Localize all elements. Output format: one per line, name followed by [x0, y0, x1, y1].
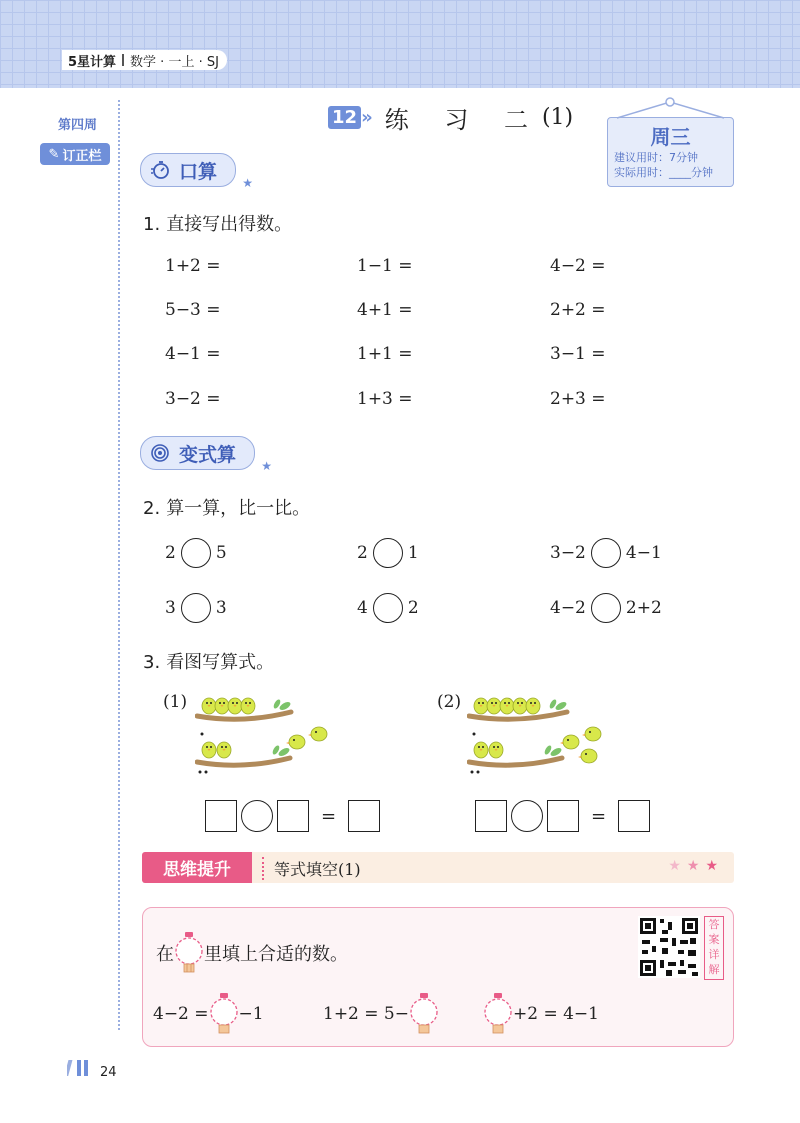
correction-tag: [40, 143, 110, 165]
stopwatch-icon: [150, 160, 170, 180]
header-band: [0, 0, 800, 88]
star-icon: ★: [668, 858, 687, 874]
lantern-blank[interactable]: [209, 992, 239, 1036]
birds-picture-2: [467, 690, 617, 780]
compare-item: [357, 538, 419, 568]
q1-cell: 1−1 =: [357, 256, 413, 276]
target-icon: [150, 443, 170, 463]
compare-left: 2: [165, 543, 176, 563]
question-number: 2.: [143, 498, 161, 519]
equation-row-2: [475, 800, 650, 832]
bird: [217, 742, 231, 758]
lesson-number: 12: [328, 106, 361, 129]
question-prompt: 直接写出得数。: [166, 214, 293, 235]
compare-right: 2: [407, 598, 419, 618]
compare-right: 3: [215, 598, 227, 618]
question-number: 3.: [143, 652, 161, 673]
section-variant-tag: [140, 436, 273, 473]
flying-bird: [560, 735, 579, 749]
lesson-part: (1): [541, 105, 574, 130]
suggested-time: 建议用时：7分钟: [614, 151, 698, 164]
qr-label: 答案详解: [704, 916, 724, 980]
dot-marker: [201, 733, 204, 736]
star-icon: ★: [686, 858, 706, 874]
flying-bird: [286, 735, 305, 749]
star-icon: ★: [261, 459, 273, 473]
thinking-bar: [142, 852, 734, 883]
compare-circle[interactable]: [181, 593, 211, 623]
margin-line: [118, 100, 120, 1030]
brand-name: 5星计算: [68, 54, 117, 70]
bird: [228, 698, 242, 714]
fill-after: +2 = 4−1: [513, 1004, 599, 1024]
bird: [474, 742, 488, 758]
compare-left: 3: [165, 598, 176, 618]
bird: [500, 698, 514, 714]
question-2: [143, 494, 310, 520]
branch: [469, 758, 562, 765]
dot-marker: [473, 733, 476, 736]
bird: [474, 698, 488, 714]
flying-bird: [582, 727, 601, 741]
difficulty-stars: [668, 858, 724, 874]
lantern-blank[interactable]: [483, 992, 513, 1036]
star-icon: ★: [242, 176, 254, 190]
q1-cell: 5−3 =: [165, 300, 221, 320]
week-label: 第四周: [58, 118, 98, 133]
compare-item: [550, 538, 662, 568]
compare-circle[interactable]: [591, 538, 621, 568]
branch: [197, 758, 290, 765]
question-1: [143, 210, 292, 236]
instruction-before: 在: [156, 944, 174, 965]
thinking-subtitle: 等式填空(1): [262, 857, 361, 880]
compare-right: 4−1: [625, 543, 662, 563]
compare-item: [550, 593, 662, 623]
fill-before: 1+2 = 5−: [323, 1004, 409, 1024]
series-tag: [62, 50, 227, 70]
compare-item: [357, 593, 419, 623]
dot-marker: [205, 771, 208, 774]
lantern-blank[interactable]: [409, 992, 439, 1036]
compare-circle[interactable]: [373, 593, 403, 623]
compare-left: 2: [357, 543, 368, 563]
fill-item: [323, 992, 439, 1036]
page-number: 24: [100, 1065, 117, 1080]
book-subtitle: 数学 · 一上 · SJ: [130, 54, 219, 70]
pencil-icon: ✎: [48, 146, 60, 162]
q1-cell: 3−2 =: [165, 389, 221, 409]
q1-cell: 4−2 =: [550, 256, 606, 276]
correction-label: 订正栏: [62, 148, 102, 164]
section-variant-label: 变式算: [179, 443, 237, 466]
bird: [526, 698, 540, 714]
answer-box[interactable]: [205, 800, 237, 832]
fill-after: −1: [238, 1004, 264, 1024]
dot-marker: [199, 771, 202, 774]
double-chevron-icon: »: [361, 107, 373, 128]
flying-bird: [578, 749, 597, 763]
compare-right: 2+2: [625, 598, 662, 618]
q1-cell: 1+3 =: [357, 389, 413, 409]
bird: [202, 742, 216, 758]
thinking-tag: 思维提升: [142, 852, 252, 883]
thinking-box: [142, 907, 734, 1047]
q1-cell: 3−1 =: [550, 344, 606, 364]
question-number: 1.: [143, 214, 161, 235]
question-prompt: 看图写算式。: [166, 652, 275, 673]
q1-cell: 4−1 =: [165, 344, 221, 364]
instruction-after: 里填上合适的数。: [204, 944, 348, 965]
section-oral-tag: [140, 153, 254, 190]
equals-sign: =: [321, 805, 337, 827]
bird: [513, 698, 527, 714]
fill-item: [483, 992, 599, 1036]
day-name: 周三: [650, 125, 691, 149]
q1-cell: 1+1 =: [357, 344, 413, 364]
compare-item: [165, 593, 227, 623]
answer-box[interactable]: [618, 800, 650, 832]
dot-marker: [471, 771, 474, 774]
operator-circle[interactable]: [241, 800, 273, 832]
fill-before: 4−2 =: [153, 1004, 209, 1024]
answer-box[interactable]: [475, 800, 507, 832]
page-mark-icon: [67, 1058, 97, 1078]
question-prompt: 算一算，比一比。: [166, 498, 311, 519]
actual-time: 实际用时：____分钟: [614, 166, 713, 179]
dot-marker: [477, 771, 480, 774]
compare-circle[interactable]: [181, 538, 211, 568]
bird: [215, 698, 229, 714]
compare-right: 5: [215, 543, 227, 563]
lesson-title: [328, 100, 573, 135]
card-hanger-icon: [607, 96, 734, 120]
separator: [122, 54, 124, 66]
q1-cell: 2+3 =: [550, 389, 606, 409]
bird: [489, 742, 503, 758]
q1-cell: 1+2 =: [165, 256, 221, 276]
lantern-icon: [174, 931, 204, 975]
compare-left: 4: [357, 598, 368, 618]
q1-cell: 2+2 =: [550, 300, 606, 320]
compare-left: 4−2: [550, 598, 586, 618]
section-oral-label: 口算: [179, 160, 218, 183]
answer-box[interactable]: [547, 800, 579, 832]
q1-cell: 4+1 =: [357, 300, 413, 320]
compare-circle[interactable]: [591, 593, 621, 623]
equation-row-1: [205, 800, 380, 832]
equals-sign: =: [591, 805, 607, 827]
compare-right: 1: [407, 543, 419, 563]
star-icon: ★: [705, 858, 724, 874]
answer-box[interactable]: [277, 800, 309, 832]
bird: [241, 698, 255, 714]
bird: [202, 698, 216, 714]
answer-box[interactable]: [348, 800, 380, 832]
lesson-name: 练 习 二: [384, 106, 542, 134]
fill-item: [153, 992, 264, 1036]
day-card: [607, 117, 734, 187]
birds-picture-1: [195, 690, 345, 780]
compare-circle[interactable]: [373, 538, 403, 568]
bird: [487, 698, 501, 714]
compare-item: [165, 538, 227, 568]
question-3: [143, 648, 274, 674]
instruction: [156, 931, 348, 975]
qr-code-icon[interactable]: [638, 916, 700, 978]
flying-bird: [308, 727, 327, 741]
operator-circle[interactable]: [511, 800, 543, 832]
compare-left: 3−2: [550, 543, 586, 563]
part-label: (2): [437, 692, 462, 712]
part-label: (1): [163, 692, 188, 712]
